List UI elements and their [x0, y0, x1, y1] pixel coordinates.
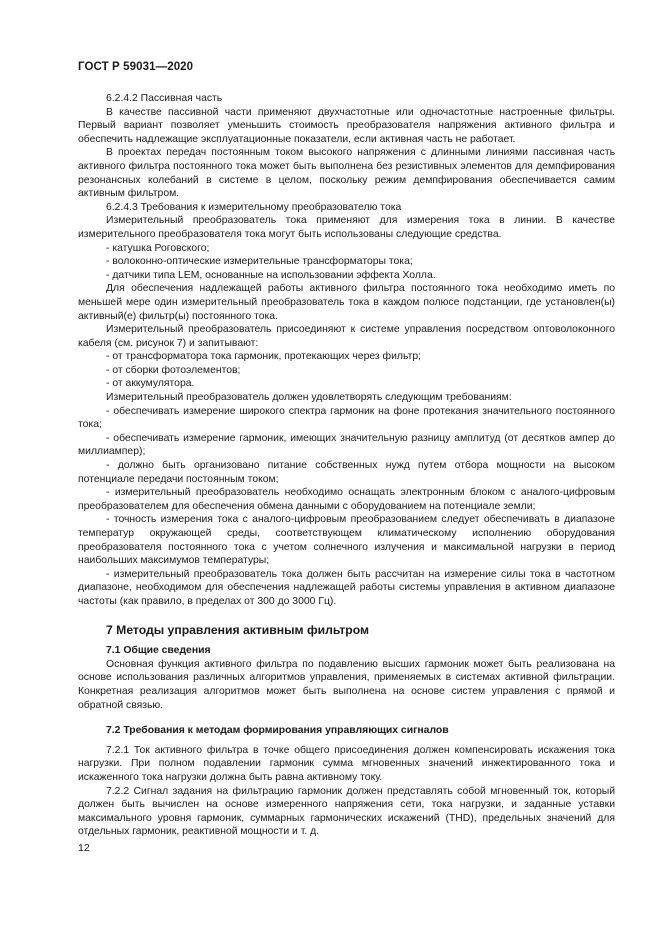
- list-item: - от аккумулятора.: [106, 378, 195, 390]
- subsection-heading: 6.2.4.2 Пассивная часть: [106, 93, 223, 104]
- paragraph: В проектах передач постоянным током высокого напряжения с длинными линиями пассивная часть активного фильтра постоянного тока может быть выполнена без резистивных элементов для демпфирования резонансных колебаний в системе в целом, поскольку режим демпфирования обеспечивается самим активным фильтром.: [78, 147, 615, 200]
- list-item: - волоконно-оптические измерительные трансформаторы тока;: [106, 256, 413, 268]
- subsection-heading: 6.2.4.3 Требования к измерительному преобразователю тока: [106, 201, 402, 213]
- list-item: - от трансформатора тока гармоник, протекающих через фильтр;: [106, 351, 421, 363]
- section-heading: 7 Методы управления активным фильтром: [106, 622, 369, 637]
- subsection-heading: 7.2 Требования к методам формирования управляющих сигналов: [106, 725, 449, 737]
- list-item: - должно быть организовано питание собственных нужд путем отбора мощности на высоком потенциале передачи постоянным током;: [78, 460, 615, 485]
- document-body: [78, 92, 615, 839]
- list-item: - датчики типа LEM, основанные на использовании эффекта Холла.: [106, 269, 436, 281]
- list-item: - обеспечивать измерение гармоник, имеющих значительную разницу амплитуд (от десятков ампер до миллиампер);: [78, 432, 615, 458]
- list-item: - от сборки фотоэлементов;: [106, 364, 241, 376]
- paragraph: 7.2.2 Сигнал задания на фильтрацию гармоник должен представлять собой мгновенный ток, который должен быть вычислен на основе измеренного напряжения сети, тока нагрузки, и заданные уставки максимального уровня гармоник, суммарных гармонических искажений (THD), предельных значений для отдельных гармоник, реактивной мощности и т. д.: [78, 785, 615, 838]
- page-number: 12: [78, 842, 90, 854]
- list-item: - катушка Роговского;: [106, 242, 210, 254]
- paragraph: В качестве пассивной части применяют двухчастотные или одночастотные настроенные фильтры. Первый вариант позволяет уменьшить стоимость преобразователя напряжения активного фильтра и обеспечить надлежащие эксплуатационные показатели, если активная часть не работает.: [78, 106, 615, 145]
- list-item: - измерительный преобразователь тока должен быть рассчитан на измерение силы тока в частотном диапазоне, необходимом для обеспечения надлежащей работы системы управления в активном диапазоне частоты (как правило, в пределах от 300 до 3000 Гц).: [78, 568, 615, 607]
- paragraph: Для обеспечения надлежащей работы активного фильтра постоянного тока необходимо иметь по меньшей мере один измерительный преобразователь тока в каждом полюсе подстанции, где установлен(ы) активный(е) фильтр(ы) постоянного тока.: [78, 283, 615, 322]
- paragraph: Измерительный преобразователь присоединяют к системе управления посредством оптоволоконного кабеля (см. рисунок 7) и запитывают:: [78, 324, 615, 349]
- paragraph: Основная функция активного фильтра по подавлению высших гармоник может быть реализована на основе использования различных алгоритмов управления, применяемых в системах активной фильтрации. Конкретная реализация алгоритмов может быть выполнена на основе систем управления с прямой и обратной связью.: [78, 658, 615, 711]
- list-item: - точность измерения тока с аналого-цифровым преобразованием следует обеспечивать в диапазоне температур окружающей среды, соответствующем климатическому исполнению оборудования преобразователя постоянного тока с учетом солнечного излучения и максимальной нагрузки в период наибольших максимумов температуры;: [78, 514, 615, 567]
- paragraph: Измерительный преобразователь должен удовлетворять следующим требованиям:: [106, 392, 512, 404]
- paragraph: 7.2.1 Ток активного фильтра в точке общего присоединения должен компенсировать искажения тока нагрузки. При полном подавлении гармоник сумма мгновенных значений инжектированного тока и искаженного тока нагрузки должна быть равна активному току.: [78, 744, 615, 783]
- document-header: ГОСТ Р 59031—2020: [78, 61, 194, 73]
- paragraph: Измерительный преобразователь тока применяют для измерения тока в линии. В качестве измерительного преобразователя тока могут быть использованы следующие средства.: [78, 215, 615, 240]
- list-item: - измерительный преобразователь необходимо оснащать электронным блоком с аналого-цифровым преобразователем для обеспечения обмена данными с оборудованием на потенциале земли;: [78, 487, 615, 512]
- subsection-heading: 7.1 Общие сведения: [106, 645, 211, 657]
- list-item: - обеспечивать измерение широкого спектра гармоник на фоне протекания значительного постоянного тока;: [78, 405, 615, 431]
